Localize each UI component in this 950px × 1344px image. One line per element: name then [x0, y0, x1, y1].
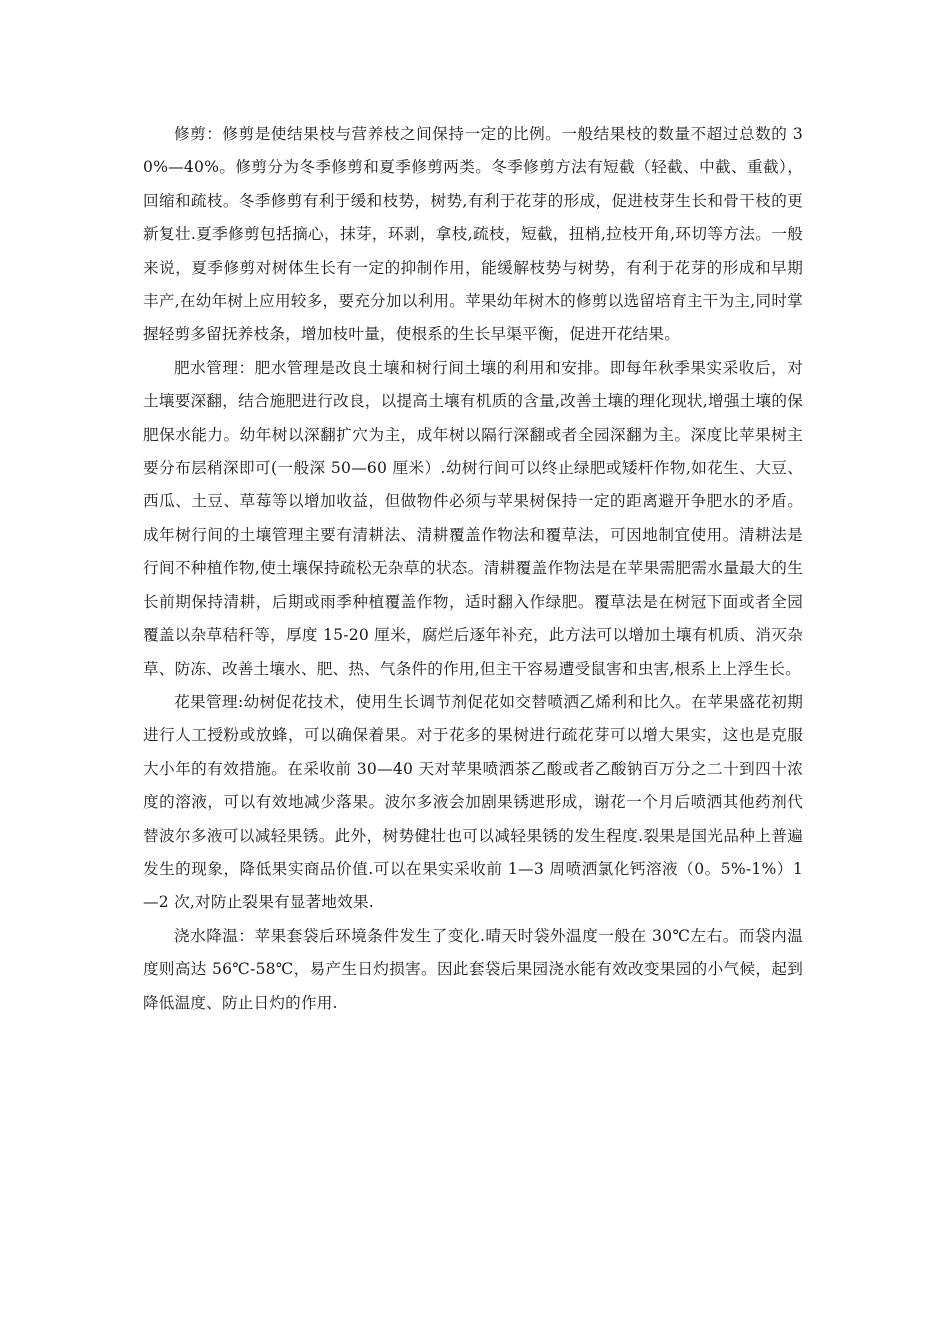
paragraph-watering-cooling: 浇水降温：苹果套袋后环境条件发生了变化.晴天时袋外温度一般在 30℃左右。而袋内温度则高达 56℃-58℃，易产生日灼损害。因此套袋后果园浇水能有效改变果园的小气候，起到降低温度、防止日灼的作用.: [143, 926, 803, 1012]
paragraph-flower-fruit: 花果管理:幼树促花技术，使用生长调节剂促花如交替喷洒乙烯利和比久。在苹果盛花初期进行人工授粉或放蜂，可以确保着果。对于花多的果树进行疏花芽可以增大果实，这也是克服大小年的有效措施。在采收前 30—40 天对苹果喷洒茶乙酸或者乙酸钠百万分之二十到四十浓度的溶液，可以有效地减少落果。波尔多液会加剧果锈迣形成，谢花一个月后喷洒其他药剂代替波尔多液可以减轻果锈。此外，树势健壮也可以减轻果锈的发生程度.裂果是国光品种上普遍发生的现象，降低果实商品价值.可以在果实采收前 1—3 周喷洒氯化钙溶液（0。5%-1%）1—2 次,对防止裂果有显著地效果.: [143, 692, 803, 912]
paragraph-pruning: 修剪：修剪是使结果枝与营养枝之间保持一定的比例。一般结果枝的数量不超过总数的 30%—40%。修剪分为冬季修剪和夏季修剪两类。冬季修剪方法有短截（轻截、中截、重截），回缩和疏枝。冬季修剪有利于缓和枝势，树势,有利于花芽的形成，促进枝芽生长和骨干枝的更新复壮.夏季修剪包括摘心，抹芽，环剥，拿枝,疏枝，短截，扭梢,拉枝开角,环切等方法。一般来说，夏季修剪对树体生长有一定的抑制作用，能缓解枝势与树势，有利于花芽的形成和早期丰产,在幼年树上应用较多，要充分加以利用。苹果幼年树木的修剪以选留培育主干为主,同时掌握轻剪多留抚养枝条，增加枝叶量，使根系的生长早渠平衡，促进开花结果。: [143, 125, 803, 344]
document-body: [143, 118, 803, 1020]
paragraph-fertilizer-water: 肥水管理：肥水管理是改良土壤和树行间土壤的利用和安排。即每年秋季果实采收后，对土壤要深翻，结合施肥进行改良，以提高土壤有机质的含量,改善土壤的理化现状,增强土壤的保肥保水能力。幼年树以深翻扩穴为主，成年树以隔行深翻或者全园深翻为主。深度比苹果树主要分布层稍深即可(一般深 50—60 厘米）.幼树行间可以终止绿肥或矮杆作物,如花生、大豆、西瓜、土豆、草莓等以增加收益，但做物件必须与苹果树保持一定的距离避开争肥水的矛盾。成年树行间的土壤管理主要有清耕法、清耕覆盖作物法和覆草法，可因地制宜使用。清耕法是行间不种植作物,使土壤保持疏松无杂草的状态。清耕覆盖作物法是在苹果需肥需水量最大的生长前期保持清耕，后期或雨季种植覆盖作物，适时翻入作绿肥。覆草法是在树冠下面或者全园覆盖以杂草秸秆等，厚度 15-20 厘米，腐烂后逐年补充，此方法可以增加土壤有机质、消灭杂草、防冻、改善土壤水、肥、热、气条件的作用,但主干容易遭受鼠害和虫害,根系上上浮生长。: [143, 358, 803, 678]
